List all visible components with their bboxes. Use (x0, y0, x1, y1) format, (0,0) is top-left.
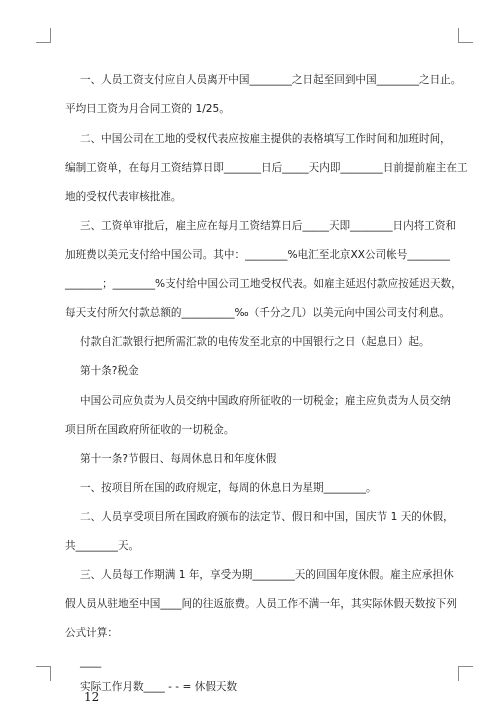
article-11-heading: 第十一条?节假日、每周休息日和年度休假 (80, 453, 277, 465)
formula-rule: ____ (80, 656, 102, 668)
holiday-line-2: 共________天。 (65, 540, 140, 552)
weekly-rest-line: 一、按项目所在国的政府规定，每周的休息日为星期________。 (80, 482, 377, 494)
payment-line-3: _______；________%支付给中国公司工地受权代表。如雇主延迟付款应按延迟天数， (65, 278, 462, 290)
page-number: 12 (84, 690, 100, 704)
holiday-line-1: 二、人员享受项目所在国政府颁布的法定节、假日和中国，国庆节 1 天的休假， (80, 511, 454, 523)
timesheet-line-3: 地的受权代表审核批准。 (65, 191, 182, 203)
payment-line-4: 每天支付所欠付款总额的__________‰（千分之几）以美元向中国公司支付利息。 (65, 307, 450, 319)
wage-period-line: 一、人员工资支付应自人员离开中国________之日起至回到中国________之日止。 (80, 74, 462, 86)
timesheet-line-2: 编制工资单，在每月工资结算日即_______日后_____天内即________日前提前雇主在工 (65, 162, 468, 174)
crop-mark-bottom-left (36, 666, 51, 681)
payment-line-2: 加班费以美元支付给中国公司。其中：________%电汇至北京XX公司帐号________ (65, 249, 450, 261)
timesheet-line-1: 二、中国公司在工地的受权代表应按雇主提供的表格填写工作时间和加班时间， (80, 133, 451, 145)
formula-intro: 公式计算： (65, 627, 118, 639)
payment-line-1: 三、工资单审批后，雇主应在每月工资结算日后_____天即________日内将工资和 (80, 220, 457, 232)
crop-mark-top-left (36, 28, 51, 43)
value-date-line: 付款自汇款银行把所需汇款的电传发至北京的中国银行之日（起息日）起。 (80, 336, 430, 348)
annual-leave-line-1: 三、人员每工作期满 1 年，享受为期________天的回国年度休假。雇主应承担休 (80, 569, 454, 581)
formula-line: 实际工作月数____ - - = 休假天数 (80, 681, 238, 693)
crop-mark-top-right (458, 28, 473, 43)
article-10-heading: 第十条?税金 (80, 365, 139, 377)
tax-line-1: 中国公司应负责为人员交纳中国政府所征收的一切税金；雇主应负责为人员交纳 (80, 395, 451, 407)
annual-leave-line-2: 假人员从驻地至中国____间的往返旅费。人员工作不满一年，其实际休假天数按下列 (65, 598, 457, 610)
tax-line-2: 项目所在国政府所征收的一切税金。 (65, 424, 235, 436)
daily-wage-line: 平均日工资为月合同工资的 1/25。 (65, 103, 230, 115)
